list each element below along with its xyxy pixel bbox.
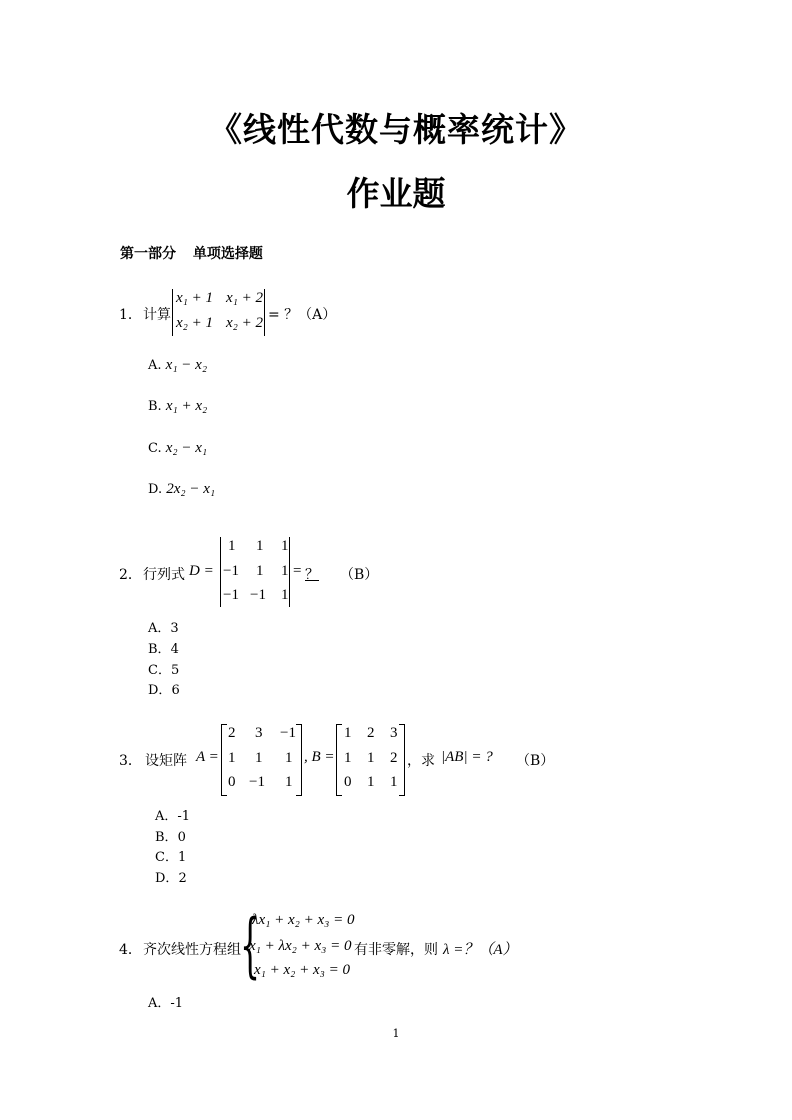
det-variable: D = [189, 563, 214, 579]
matrix-b-label: , B = [304, 749, 335, 765]
determinant-left-bar [172, 289, 173, 336]
det-cell: 1 [281, 587, 289, 603]
matrix-cell: 1 [344, 725, 352, 741]
matrix-cell: 1 [285, 750, 293, 766]
option-value: 4 [170, 642, 179, 657]
det-cell: 1 [281, 563, 289, 579]
matrix-cell: −1 [280, 725, 296, 741]
option-expr: x₁ − x₂ [165, 357, 208, 373]
matrix-cell: 3 [255, 725, 263, 741]
option-label: A. [148, 358, 162, 373]
det-cell: x₂ + 1 [176, 315, 213, 331]
option-b [148, 638, 179, 657]
option-expr: x₁ + x₂ [165, 398, 208, 414]
matrix-cell: 3 [390, 725, 398, 741]
equation: x₁ + λx₂ + x₃ = 0 [249, 938, 352, 954]
answer-blank: ？ [305, 567, 319, 583]
equation-system-brace: { [240, 904, 261, 986]
option-label: B． [155, 830, 178, 845]
option-a [148, 992, 183, 1011]
matrix-cell: 2 [367, 725, 375, 741]
option-a [148, 617, 179, 636]
question-suffix-expr: λ =？（A） [443, 942, 518, 958]
matrix-cell: 2 [228, 725, 236, 741]
det-cell: −1 [223, 563, 239, 579]
document-title: 《线性代数与概率统计》 [209, 110, 583, 149]
matrix-cell: 1 [344, 750, 352, 766]
option-value: 6 [171, 683, 180, 698]
question-ask: ，求 [407, 753, 435, 769]
matrix-a-label: A = [196, 749, 219, 765]
matrix-a-left-bracket [221, 724, 227, 796]
question-suffix: = ？（A） [268, 307, 337, 323]
option-b [155, 826, 186, 845]
page-number: 1 [392, 1027, 400, 1040]
option-c [148, 659, 179, 678]
determinant-right-bar [264, 289, 265, 336]
section-heading: 第一部分 单项选择题 [120, 246, 263, 262]
equation: x₁ + x₂ + x₃ = 0 [254, 962, 350, 978]
option-c [148, 440, 207, 457]
document-subtitle: 作业题 [346, 174, 446, 213]
det-cell: x₁ + 2 [226, 290, 263, 306]
matrix-cell: 1 [367, 750, 375, 766]
option-b [148, 398, 207, 415]
question-number: 4． [119, 942, 142, 958]
option-label: B． [148, 642, 171, 657]
question-suffix: 有非零解，则 [354, 942, 438, 958]
matrix-b-left-bracket [336, 724, 342, 796]
question-prefix: 行列式 [143, 567, 185, 583]
option-value: 1 [177, 850, 187, 865]
matrix-cell: 2 [390, 750, 398, 766]
matrix-cell: 0 [228, 774, 236, 790]
determinant-left-bar [220, 537, 221, 607]
det-cell: −1 [223, 587, 239, 603]
option-label: A． [155, 809, 178, 824]
option-a [155, 805, 190, 824]
det-cell: 1 [228, 538, 236, 554]
option-label: C． [148, 663, 171, 678]
question-answer: （B） [340, 567, 379, 583]
question-prefix: 齐次线性方程组 [143, 942, 241, 958]
option-value: 5 [170, 663, 180, 678]
det-cell: x₁ + 1 [176, 290, 213, 306]
option-label: C. [148, 441, 162, 456]
question-ask-expr: |AB| = ? [441, 749, 493, 765]
matrix-cell: 1 [285, 774, 293, 790]
option-d [148, 481, 215, 498]
matrix-cell: −1 [249, 774, 265, 790]
equals-sign: = [293, 563, 302, 579]
option-expr: x₂ − x₁ [165, 440, 208, 456]
option-value: 0 [177, 830, 186, 845]
matrix-cell: 1 [255, 750, 263, 766]
det-cell: 1 [256, 563, 264, 579]
option-label: A． [148, 621, 171, 636]
option-label: B. [148, 399, 162, 414]
question-prefix: 计算 [143, 307, 171, 323]
option-d [148, 679, 180, 698]
matrix-cell: 1 [228, 750, 236, 766]
option-value: -1 [177, 809, 191, 824]
question-answer: （B） [516, 753, 555, 769]
option-a [148, 357, 207, 374]
question-prefix: 设矩阵 [145, 753, 187, 769]
option-d [155, 867, 187, 886]
matrix-a-right-bracket [296, 724, 302, 796]
option-value: -1 [170, 996, 184, 1011]
matrix-cell: 1 [390, 774, 398, 790]
det-cell: x₂ + 2 [226, 315, 263, 331]
option-expr: 2x₂ − x₁ [166, 481, 216, 497]
option-label: D. [148, 482, 163, 497]
question-number: 3． [119, 753, 142, 769]
matrix-cell: 1 [367, 774, 375, 790]
option-c [155, 846, 186, 865]
option-label: D． [155, 871, 179, 886]
matrix-cell: 0 [344, 774, 352, 790]
question-number: 2． [119, 567, 142, 583]
option-value: 3 [170, 621, 179, 636]
option-label: C． [155, 850, 178, 865]
question-number: 1． [119, 307, 142, 323]
option-label: D． [148, 683, 172, 698]
matrix-b-right-bracket [399, 724, 405, 796]
det-cell: −1 [250, 587, 266, 603]
det-cell: 1 [281, 538, 289, 554]
option-label: A． [148, 996, 171, 1011]
determinant-right-bar [289, 537, 290, 607]
option-value: 2 [178, 871, 187, 886]
equation: λx₁ + x₂ + x₃ = 0 [252, 912, 355, 928]
det-cell: 1 [256, 538, 264, 554]
